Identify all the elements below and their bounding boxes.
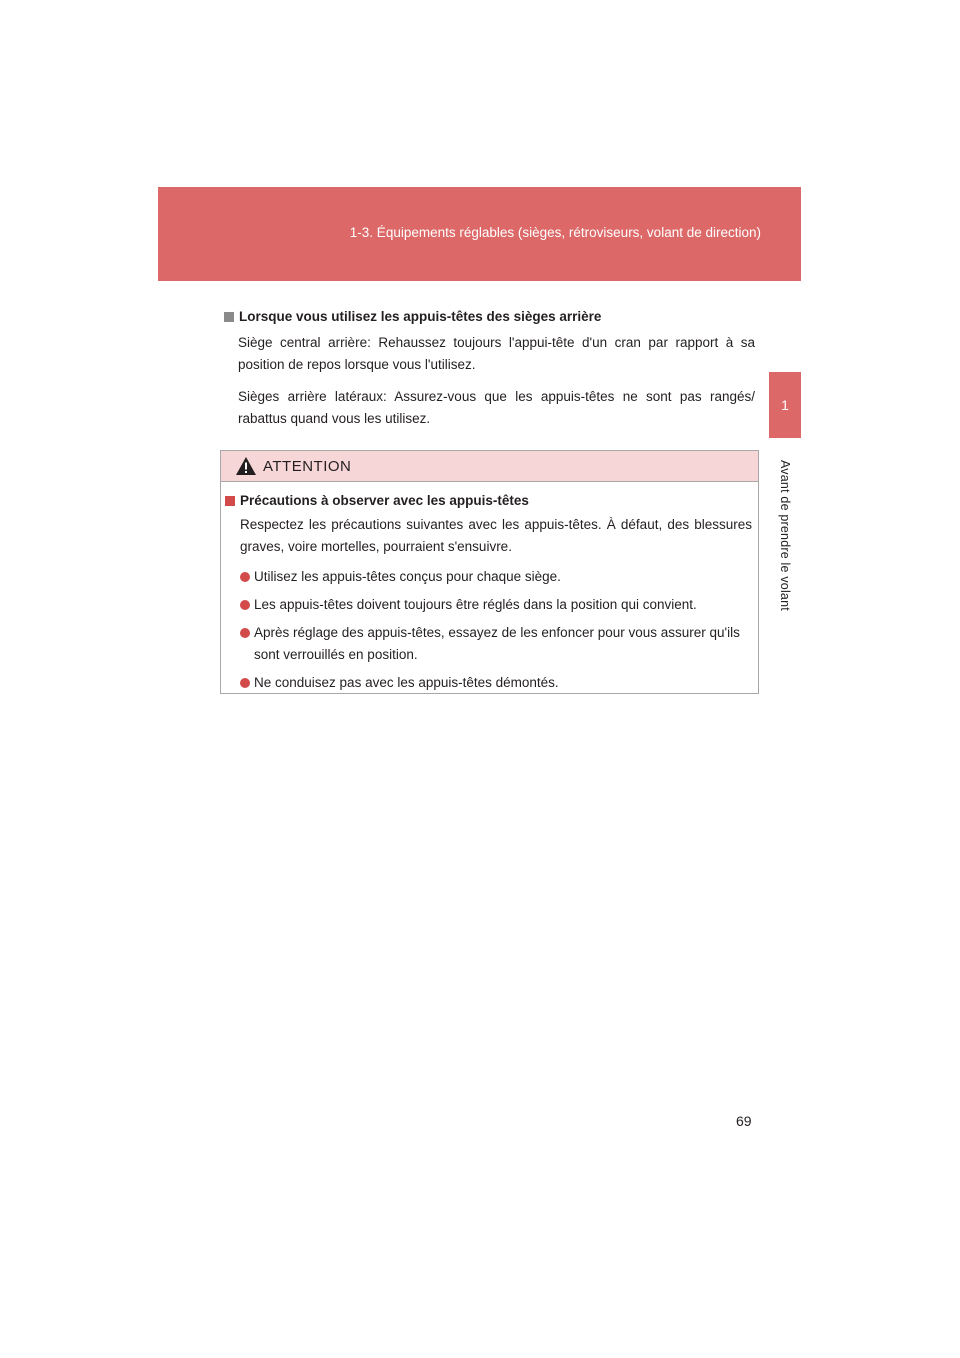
caution-box xyxy=(220,450,759,694)
section-heading-text: Lorsque vous utilisez les appuis-têtes des sièges arrière xyxy=(239,309,602,324)
caution-bullet-item xyxy=(240,566,752,588)
section-paragraph-side-seats: Sièges arrière latéraux: Assurez-vous que les appuis-têtes ne sont pas rangés/ rabattus quand vous les utilisez. xyxy=(238,389,755,426)
caution-bullet-text: Après réglage des appuis-têtes, essayez de les enfoncer pour vous assurer qu'ils sont verrouillés en position. xyxy=(254,625,740,662)
chapter-side-label-text: Avant de prendre le volant xyxy=(778,460,792,611)
caution-subtitle-text: Précautions à observer avec les appuis-têtes xyxy=(240,493,529,508)
caution-bullet-item xyxy=(240,622,752,666)
caution-header xyxy=(221,451,758,482)
caution-title: ATTENTION xyxy=(263,457,352,475)
rear-headrest-section xyxy=(224,309,755,440)
red-dot-bullet-icon xyxy=(240,572,250,582)
caution-intro: Respectez les précautions suivantes avec les appuis-têtes. À défaut, des blessures graves, voire mortelles, pourraient s'ensuivre. xyxy=(240,517,752,554)
red-dot-bullet-icon xyxy=(240,628,250,638)
warning-triangle-icon xyxy=(235,456,257,476)
square-bullet-icon xyxy=(224,312,234,322)
chapter-header-band xyxy=(158,187,801,281)
section-heading xyxy=(224,309,755,324)
page-number: 69 xyxy=(736,1113,752,1129)
red-dot-bullet-icon xyxy=(240,600,250,610)
red-dot-bullet-icon xyxy=(240,678,250,688)
chapter-side-label xyxy=(769,448,801,623)
caution-bullet-text: Les appuis-têtes doivent toujours être réglés dans la position qui convient. xyxy=(254,597,697,612)
caution-subtitle xyxy=(225,493,752,508)
caution-body xyxy=(221,482,758,694)
red-square-bullet-icon xyxy=(225,496,235,506)
section-paragraph-center-seat: Siège central arrière: Rehaussez toujours l'appui-tête d'un cran par rapport à sa position de repos lorsque vous l'utilisez. xyxy=(238,335,755,372)
caution-bullet-text: Utilisez les appuis-têtes conçus pour chaque siège. xyxy=(254,569,561,584)
chapter-number: 1 xyxy=(781,397,789,413)
chapter-number-tab xyxy=(769,372,801,438)
caution-bullet-text: Ne conduisez pas avec les appuis-têtes démontés. xyxy=(254,675,559,690)
caution-bullet-item xyxy=(240,594,752,616)
caution-bullet-item xyxy=(240,672,752,694)
section-header-title: 1-3. Équipements réglables (sièges, rétroviseurs, volant de direction) xyxy=(349,225,761,240)
